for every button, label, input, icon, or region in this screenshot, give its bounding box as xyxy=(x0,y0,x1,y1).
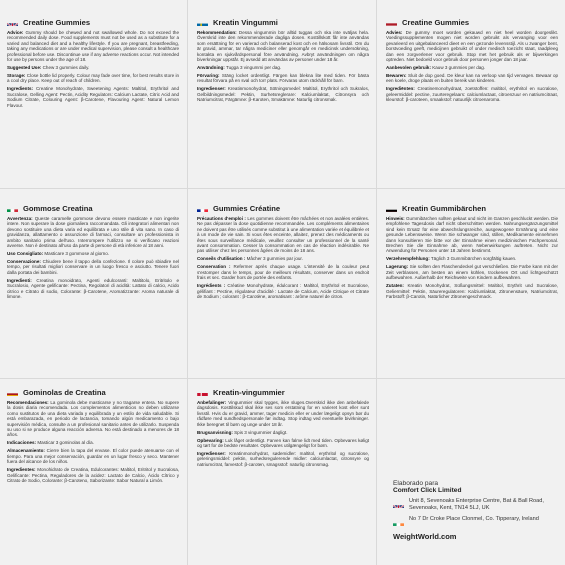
netherlands-flag-icon xyxy=(386,18,397,26)
address-ie xyxy=(393,516,553,526)
para-label: Anbefalinger: xyxy=(197,400,227,405)
para-label: Advies: xyxy=(386,30,403,35)
para-storage xyxy=(197,73,369,84)
para-text: Täglich 3 Gummibärchen sorgfältig kauen. xyxy=(429,256,517,262)
para-ingredients xyxy=(386,86,558,102)
panel-title xyxy=(386,16,558,28)
panel-title xyxy=(197,202,369,214)
para-label: Conseils d'utilisation : xyxy=(197,256,246,262)
para-advice xyxy=(7,30,179,62)
para-label: Uso Consigliato: xyxy=(7,251,44,257)
row-divider xyxy=(0,188,565,189)
panel-title-text: Kreatin Vingummi xyxy=(213,17,278,27)
para-use xyxy=(386,256,558,261)
para-advice xyxy=(386,216,558,254)
para-label: Bewaren: xyxy=(386,73,407,79)
para-ingredients xyxy=(7,467,179,483)
para-advice xyxy=(7,216,179,248)
para-text: Kauw 3 gummies per dag. xyxy=(430,65,486,71)
para-label: Ingredienser: xyxy=(197,451,226,457)
manufacturer-block xyxy=(393,480,553,541)
panel-body xyxy=(7,400,179,483)
panel-es xyxy=(7,386,179,486)
para-text: Dessa vingummin bör alltid tuggas och ska inte sväljas hela. Överskrid inte den rekommenderade dagliga dosen. Kosttillskott får inte användas som ersättning för en varierad och balanserad kost och en hälsosam livsstil. Om du är gravid, ammar, tar några mediciner eller genomgår en medicinsk undersökning, kontakta en sjukvårdspersonal före användning. Avbryt användningen om några biverkningar uppstår. Ej avsedd att användas av personer under 18 år. xyxy=(197,30,369,63)
panel-se xyxy=(197,16,369,105)
para-text: Chiudere bene il tappo della confezione. Il colore può sbiadire nel tempo, per risultati migliori conservare in un luogo fresco e asciutto. Tenere fuori dalla portata dei bambini. xyxy=(7,259,179,275)
column-divider xyxy=(187,0,188,565)
para-text: Spis 3 vingummier dagligt. xyxy=(232,429,288,435)
panel-nl xyxy=(386,16,558,105)
para-text: Tugga 3 vingummi per dag. xyxy=(224,65,282,71)
row-divider xyxy=(0,378,565,379)
para-text: Stäng locket ordentligt. Färgen kan blekna lite med tiden. För bästa resultat förvara på en sval och torr plats. Förvaras utom räckhåll för barn. xyxy=(197,73,369,84)
para-ingredients xyxy=(386,283,558,299)
para-use xyxy=(197,256,369,261)
denmark-flag-icon xyxy=(197,388,208,396)
para-advice xyxy=(197,30,369,62)
address-uk xyxy=(393,498,553,512)
panel-fr xyxy=(197,202,369,302)
para-advice xyxy=(197,400,369,427)
panel-title-text: Gominolas de Creatina xyxy=(23,387,106,397)
address-uk-text: Unit 8, Sevenoaks Enterprise Centre, Bat & Ball Road, Sevenoaks, Kent, TN14 5LJ, UK xyxy=(409,498,544,511)
panel-de xyxy=(386,202,558,302)
panel-title xyxy=(7,16,179,28)
para-text: Cierre bien la tapa del envase. El color puede atenuarse con el tiempo. Para una mejor conservación, guardar en un lugar fresco y seco. Mantener fuera del alcance de los niños. xyxy=(7,448,179,465)
panel-title xyxy=(197,16,369,28)
para-label: Ingredients: xyxy=(7,86,34,92)
para-storage xyxy=(197,264,369,280)
para-label: Ingredienti: xyxy=(7,277,32,283)
sweden-flag-icon xyxy=(197,18,208,26)
ireland-flag-icon xyxy=(393,518,404,526)
france-flag-icon xyxy=(197,204,208,212)
para-storage xyxy=(7,448,179,464)
panel-it xyxy=(7,202,179,302)
para-label: Almacenamiento: xyxy=(7,448,45,454)
para-label: Suggested Use: xyxy=(7,65,42,71)
para-label: Förvaring: xyxy=(197,73,220,79)
para-label: Advice: xyxy=(7,30,24,35)
panel-body xyxy=(197,400,369,467)
para-text: Kreatin Monohydrat, Süßungsmittel: Maltitol, Erythrit und Sucralose, Geliermittel: Pektin, Säureregulatoren: Kalziumlaktat, Zitronensäure, Natriumcitrat, Farbstoff: β-Carotin, Natürlicher Zitronengeschmack. xyxy=(386,283,558,300)
panel-title-text: Creatine Gummies xyxy=(402,17,470,27)
para-advice xyxy=(7,400,179,438)
panel-title xyxy=(7,386,179,398)
para-text: Kreatinmonohydrat, Sötningsmedel: Maltitol, Erythritol och Sukralos, Gelbildningsmedel: Pektin, Surhetsreglerare: Kalciumlaktat, Citronsyra och Natriumcitrat, Färgämne: β-Karoten, Smakämne: Naturlig citronsmak. xyxy=(197,86,369,103)
panel-dk xyxy=(197,386,369,470)
para-use xyxy=(197,65,369,70)
para-text: Creatinemonohydraat, zoetstoffen: maltitol, erythritol en sucralose, geleermiddel: pectine, zuurteregelaars: calciumlactaat, citroenzuur en natriumcitraat, kleurstof: β-caroteen, smaakstof: natuurlijk citroenaroma. xyxy=(386,86,558,103)
panel-body xyxy=(197,216,369,299)
para-text: Close bottle lid properly. Colour may fade over time, for best results store in a cool dry place. Keep out of reach of children. xyxy=(7,73,179,84)
para-label: Ingredientes: xyxy=(7,467,36,473)
panel-title-text: Kreatin Gummibärchen xyxy=(402,203,486,213)
para-text: Luk låget ordentligt. Farven kan falme lidt med tiden. Opbevares køligt og tørt for de bedste resultater. Opbevares utilgængeligt for børn. xyxy=(197,437,369,449)
company-name: Comfort Click Limited xyxy=(393,487,462,494)
para-storage xyxy=(386,264,558,280)
panel-title-text: Gommose Creatina xyxy=(23,203,93,213)
para-text: Monohidrato de Creatina, Edulcorantes: Maltitol, Eritritol y Sucralosa, Gelificante: Pectina, Reguladores de la acidez: Lactato de Calcio, Ácido Cítrico y Citrato de Sodio, Colorante: β-Caroteno, Saborizante: Sabor Natural a Limón. xyxy=(7,467,179,484)
italy-flag-icon xyxy=(7,204,18,212)
panel-title xyxy=(7,202,179,214)
panel-body xyxy=(386,216,558,299)
para-label: Verzehrempfehlung: xyxy=(386,256,430,262)
panel-body xyxy=(7,216,179,299)
panel-body xyxy=(386,30,558,103)
para-text: Masticar 3 gominolas al día. xyxy=(36,440,94,446)
para-ingredients xyxy=(197,86,369,102)
para-label: Brugsanvisning: xyxy=(197,429,233,435)
para-label: Rekommendation: xyxy=(197,30,237,35)
para-label: Précautions d'emploi : xyxy=(197,216,246,221)
para-text: Refermer après chaque usage. L'intensité de la couleur peut s'estomper dans le temps, pour de meilleurs résultats, conserver dans un endroit frais et sec. Garder hors de portée des enfants. xyxy=(197,264,369,281)
para-ingredients xyxy=(7,86,179,108)
para-label: Ingrediënten: xyxy=(386,86,415,92)
para-text: Queste caramelle gommose devono essere masticate e non ingerite intere. Non superare la dose giornaliera raccomandata. Gli integratori alimentari non devono sostituire una dieta varia ed equilibrata e uno stile di vita sano. In caso di gravidanza, allattamento o assunzione di farmaci, consultare un professionista in ambito sanitario prima dell'uso. Interrompere l'utilizzo se si verificano reazioni avverse. Non è destinato all'uso da parte di persone di età inferiore al 18 anni. xyxy=(7,216,179,249)
para-text: De gummy moet worden gekauwd en niet heel worden doorgeslikt. Voedingssupplementen mogen niet worden gebruikt als vervanging voor een gevarieerd en uitgebalanceerd dieet en een gezonde levensstijl. Als u zwanger bent, borstvoeding geeft, medicijnen gebruikt of onder medisch toezicht staat, raadpleeg dan een zorgverlener voor gebruik. Stop met het gebruik als er bijwerkingen optreden. Niet bedoeld voor gebruik door personen jonger dan 18 jaar. xyxy=(386,30,558,63)
para-label: Zutaten: xyxy=(386,283,404,289)
para-ingredients xyxy=(197,451,369,467)
para-text: Les gommes doivent être mâchées et non avalées entières. Ne pas dépasser la dose quotidienne recommandée. Les compléments alimentaires ne doivent pas être utilisés comme substitut à une alimentation variée et équilibrée et à un mode de vie sain. Si vous êtes enceinte, allaitez, prenez des médicaments ou êtes sous surveillance médicale, veuillez consulter un professionnel de la santé avant consommation. Cesser la consommation en cas de réaction indésirable. Ne pas utiliser chez les personnes âgées de moins de 18 ans. xyxy=(197,216,369,254)
panel-en xyxy=(7,16,179,111)
para-text: Masticare 3 gommose al giorno. xyxy=(43,251,110,257)
column-divider xyxy=(376,0,377,565)
para-advice xyxy=(197,216,369,254)
para-label: Hinweis: xyxy=(386,216,405,221)
para-use xyxy=(7,251,179,256)
para-text: Kreatinmonohydrat, sødemidler: maltitol, erythritol og sucralose, geleringsmiddel: pektin, surhedsregulerende midler: calciumlactat, citronsyre og natriumcitrat, farvestof: β-caroten, smagsstof: naturlig citronsmag. xyxy=(197,451,369,467)
para-text: Chew 3 gummies daily. xyxy=(41,65,90,71)
para-label: Avvertenza: xyxy=(7,216,33,221)
panel-body xyxy=(197,30,369,103)
para-text: Sluit de dop goed. De kleur kan na verloop van tijd vervagen. Bewaar op een koele, droge plaats en buiten bereik van kinderen. xyxy=(386,73,558,84)
para-use xyxy=(386,65,558,70)
para-label: Storage: xyxy=(7,73,26,79)
para-label: Ingredienser: xyxy=(197,86,226,92)
para-text: Créatine Monohydrate, édulcorant : Maltitol, Erythritol et Sucralose, gélifiant : Pectine, régulateur d'acidité : Lactate de Calcium, Acide Citrique et Citrate de Sodium ; colorant : β-Carotène, aromatisant : arôme naturel de citron. xyxy=(197,283,369,300)
para-advice xyxy=(386,30,558,62)
para-text: Sie sollten den Flaschendeckel gut verschließen. Die Farbe kann mit der Zeit verblassen, am besten an einem kühlen, trockenen Ort und lichtgeschützt aufbewahren. Außerhalb der Reichweite von Kindern aufbewahren. xyxy=(386,264,558,281)
para-storage xyxy=(7,259,179,275)
para-text: La gominola debe masticarse y no tragarse entera. No supere la dosis diaria recomendada. Los complementos alimenticios no deben utilizarse como sustitutos de una dieta variada y equilibrada y un estilo de vida saludable. Si está embarazada, en periodo de lactancia, tomando algún medicamento o bajo supervisión médica, consulte a un profesional sanitario antes de utilizarlo. Suspenda su uso si se produce alguna reacción adversa. No está destinado a menores de 18 años. xyxy=(7,400,179,438)
para-label: Användning: xyxy=(197,65,225,71)
para-text: Vingummier skal tygges, ikke sluges.Overskrid ikke den anbefalede dagsdosis. Kosttilskud skal ikke ses som erstatning for en varieret kost eller sunt livsstil. Hvis du er gravid, ammer, tager medicin eller er under lægeligt opsyn bør du rådføre med sundhedspersonale før indtag. Stop indtag ved eventuelle bivirkninger. Ikke beregnet til børn og unge under 18 år. xyxy=(197,400,369,427)
address-ie-text: No 7 Dr Croke Place Clonmel, Co. Tipperary, Ireland xyxy=(409,516,539,522)
made-for-label: Elaborado para xyxy=(393,480,439,487)
website-text: WeightWorld.com xyxy=(393,532,457,541)
para-label: Opbevaring: xyxy=(197,437,224,443)
para-storage xyxy=(197,438,369,449)
para-label: Ingrédients : xyxy=(197,283,226,289)
panel-title-text: Creatine Gummies xyxy=(23,17,91,27)
para-text: Gummibärchen sollten gekaut und nicht im Ganzen geschluckt werden. Die empfohlene Tagesdosis darf nicht überschritten werden. Nahrungsergänzungsmittel sind kein Ersatz für eine abwechslungsreiche, ausgewogene Ernährung und eine gesunde Lebensweise. Wenn Sie schwanger sind, stillen, Medikamente einnehmen dann konsultieren Sie bitte vor der Einnahme einen medizinischen Fachpersonal. Brechen Sie die Einnahme ab, wenn Nebenwirkungen auftreten. Nicht zur Anwendung für Personen unter 18 Jahren bestimmt. xyxy=(386,216,558,254)
uk-flag-icon xyxy=(7,18,18,26)
para-label: Lagerung: xyxy=(386,264,409,270)
para-label: Conservazione: xyxy=(7,259,41,265)
para-storage xyxy=(7,73,179,84)
para-storage xyxy=(386,73,558,84)
panel-title-text: Gummies Créatine xyxy=(213,203,281,213)
para-use xyxy=(7,440,179,445)
spain-flag-icon xyxy=(7,388,18,396)
para-text: Creatina monoidrato, Agenti edulcoranti: Maltitolo, Eritritolo e Sucralosio, Agente gelificante: Pectina, Regolatori di acidità: Lattato di calcio, Acido citrico e Citrato di sodio, Colorante: β-Carotene, Aromatizzante: Aroma naturale di limone. xyxy=(7,277,179,300)
para-text: Gummy should be chewed and not swallowed whole. Do not exceed the recommended daily dose. Food supplements must not be used as a substitute for a varied and balanced diet and a healthy lifestyle. If you are pregnant, breastfeeding, taking any medications or are under medical supervision, please consult a healthcare professional before use. Discontinue use if any adverse reactions occur. Not intended for use by persons under the age of 18. xyxy=(7,30,179,63)
panel-title xyxy=(197,386,369,398)
panel-title-text: Kreatin-vingummier xyxy=(213,387,285,397)
panel-body xyxy=(7,30,179,108)
para-label: Aanbevolen gebruik: xyxy=(386,65,431,71)
para-label: Indicaciones: xyxy=(7,440,37,446)
para-text: Mâcher 3 gummies par jour. xyxy=(245,256,303,262)
germany-flag-icon xyxy=(386,204,397,212)
uk-flag-icon xyxy=(393,500,404,508)
para-ingredients xyxy=(197,283,369,299)
para-use xyxy=(197,430,369,435)
para-ingredients xyxy=(7,278,179,300)
para-text: Creatine Monohydrate, Sweetening Agents: Maltitol, Erythritol and Sucralose, Gelling Agent: Pectin, Acidity Regulators: Calcium Lactate, Citric Acid and Sodium Citrate, Colouring Agent: β-Carotene, Flavouring Agent: Natural Lemon Flavour. xyxy=(7,86,179,108)
para-label: Recomendaciones: xyxy=(7,400,49,405)
para-use xyxy=(7,65,179,70)
para-label: Conservation : xyxy=(197,264,231,270)
panel-title xyxy=(386,202,558,214)
